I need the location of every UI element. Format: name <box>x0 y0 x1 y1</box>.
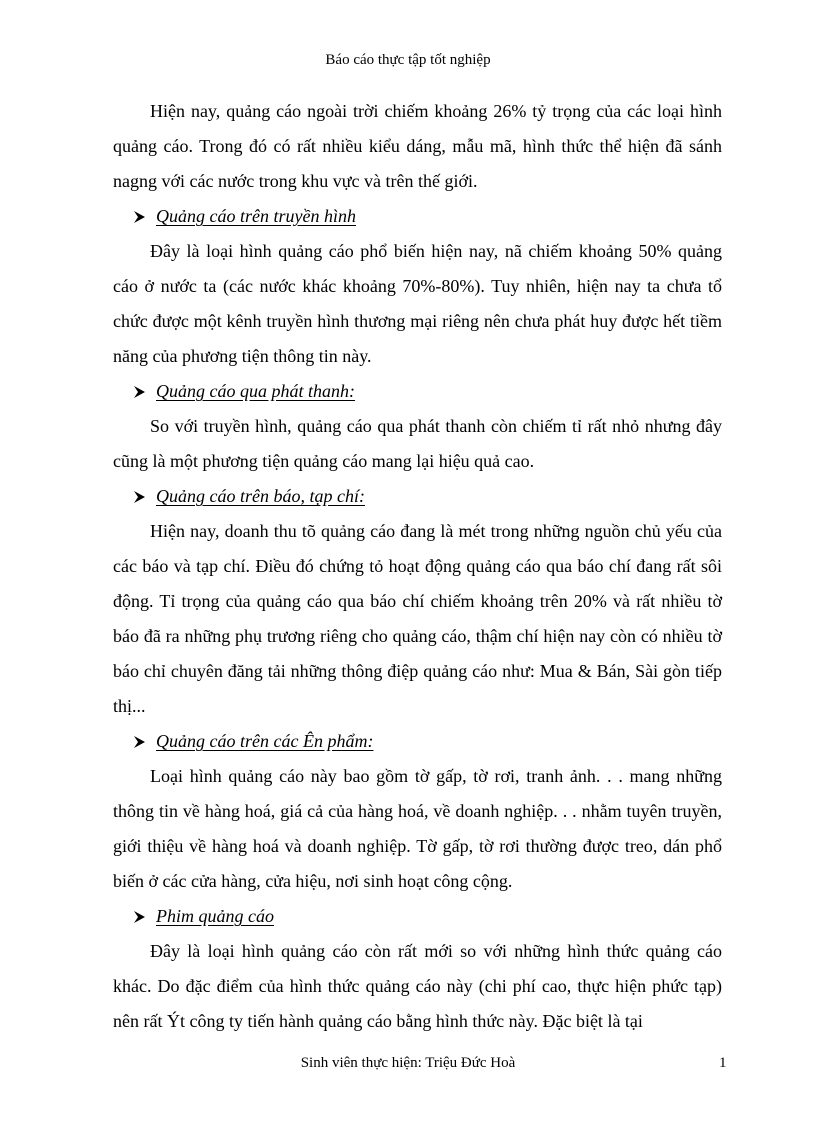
paragraph-press: Hiện nay, doanh thu tõ quảng cáo đang là mét trong những nguồn chủ yếu của các báo và tạp chí. Điều đó chứng tỏ hoạt động quảng cáo qua báo chí đang rất sôi động. Tỉ trọng của quảng cáo qua báo chí chiếm khoảng trên 20% và rất nhiều tờ báo đã ra những phụ trương riêng cho quảng cáo, thậm chí hiện nay còn có nhiều tờ báo chỉ chuyên đăng tải những thông điệp quảng cáo như: Mua & Bán, Sài gòn tiếp thị... <box>113 521 722 716</box>
arrow-bullet-icon <box>132 385 147 399</box>
paragraph-radio: So với truyền hình, quảng cáo qua phát thanh còn chiếm tỉ rất nhỏ nhưng đây cũng là một phương tiện quảng cáo mang lại hiệu quả cao. <box>113 416 722 471</box>
section-heading-text: Quảng cáo trên báo, tạp chí: <box>156 486 365 506</box>
paragraph-film: Đây là loại hình quảng cáo còn rất mới so với những hình thức quảng cáo khác. Do đặc điểm của hình thức quảng cáo này (chi phí cao, thực hiện phức tạp) nên rất Ýt công ty tiến hành quảng cáo bằng hình thức này. Đặc biệt là tại <box>113 941 722 1031</box>
section-heading-text: Quảng cáo trên truyền hình <box>156 206 356 226</box>
paragraph-television: Đây là loại hình quảng cáo phổ biến hiện nay, nã chiếm khoảng 50% quảng cáo ở nước ta (các nước khác khoảng 70%-80%). Tuy nhiên, hiện nay ta chưa tổ chức được một kênh truyền hình thương mại riêng nên chưa phát huy được hết tiềm năng của phương tiện thông tin này. <box>113 241 722 366</box>
paragraph-print: Loại hình quảng cáo này bao gồm tờ gấp, tờ rơi, tranh ảnh. . . mang những thông tin về hàng hoá, giá cả của hàng hoá, về doanh nghiệp. . . nhằm tuyên truyền, giới thiệu về hàng hoá và doanh nghiệp. Tờ gấp, tờ rơi thường được treo, dán phổ biến ở các cửa hàng, cửa hiệu, nơi sinh hoạt công cộng. <box>113 766 722 891</box>
section-heading-text: Phim quảng cáo <box>156 906 274 926</box>
section-heading-press <box>113 479 722 514</box>
section-heading-radio <box>113 374 722 409</box>
section-heading-print <box>113 724 722 759</box>
page-number: 1 <box>719 1055 727 1071</box>
footer-author: Sinh viên thực hiện: Triệu Đức Hoà <box>300 1055 516 1071</box>
arrow-bullet-icon <box>132 735 147 749</box>
page-header: Báo cáo thực tập tốt nghiệp <box>325 52 491 68</box>
arrow-bullet-icon <box>132 910 147 924</box>
section-heading-film <box>113 899 722 934</box>
paragraph-outdoor-advertising: Hiện nay, quảng cáo ngoài trời chiếm khoảng 26% tỷ trọng của các loại hình quảng cáo. Trong đó có rất nhiều kiểu dáng, mẫu mã, hình thức thể hiện đã sánh nagng với các nước trong khu vực và trên thế giới. <box>113 101 722 191</box>
section-heading-television <box>113 199 722 234</box>
document-body <box>113 94 722 1039</box>
section-heading-text: Quảng cáo qua phát thanh: <box>156 381 355 401</box>
arrow-bullet-icon <box>132 490 147 504</box>
section-heading-text: Quảng cáo trên các Ên phẩm: <box>156 731 374 751</box>
arrow-bullet-icon <box>132 210 147 224</box>
